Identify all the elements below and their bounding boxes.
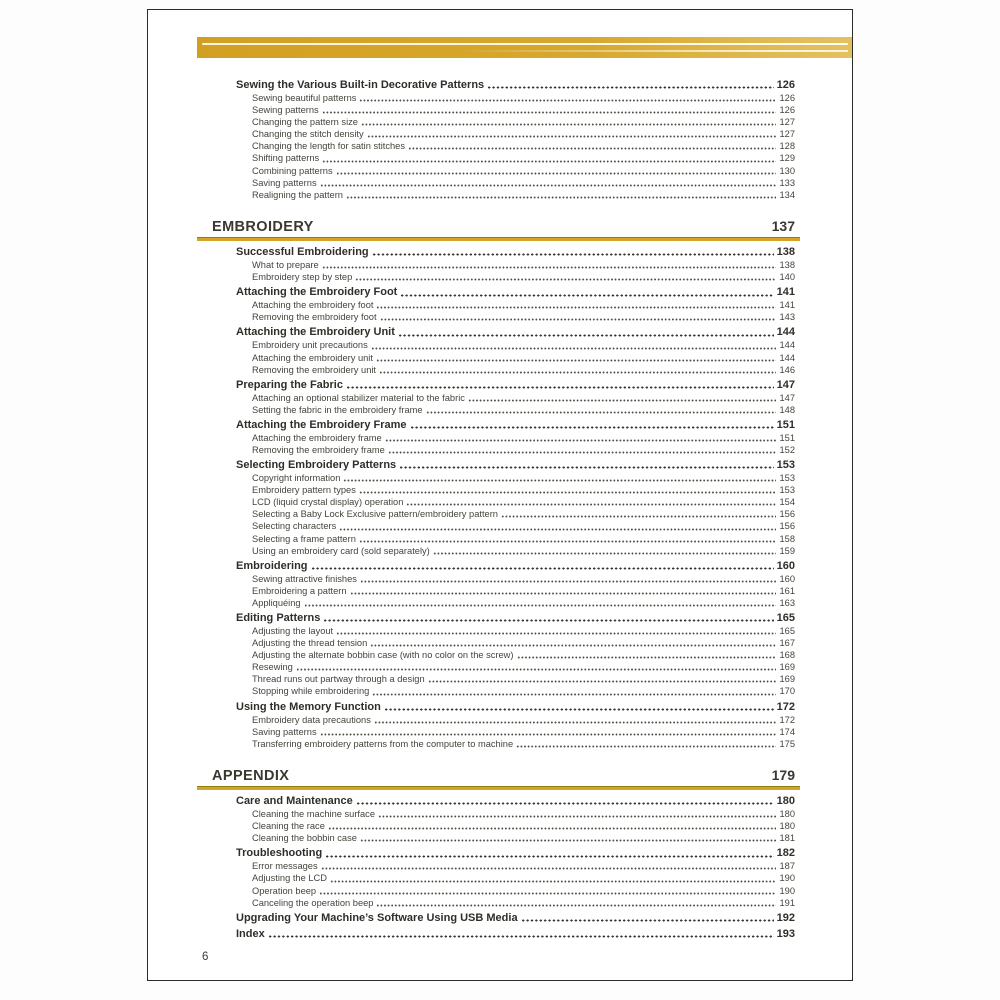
toc-entry-page: 156 bbox=[779, 521, 795, 532]
toc-entry-label: Care and Maintenance bbox=[236, 795, 353, 808]
toc-entry-label: Transferring embroidery patterns from the computer to machine bbox=[252, 738, 514, 749]
toc-entry-page: 128 bbox=[779, 141, 795, 152]
toc-entry-page: 138 bbox=[776, 246, 795, 259]
toc-entry-page: 141 bbox=[776, 286, 795, 299]
toc-entry-page: 193 bbox=[776, 927, 795, 940]
toc-entry-page: 129 bbox=[779, 153, 795, 164]
toc-sub-entry bbox=[236, 545, 795, 557]
toc-entry-label: Troubleshooting bbox=[236, 847, 323, 860]
toc-sub-entry bbox=[236, 165, 795, 177]
toc-entry-page: 192 bbox=[776, 911, 795, 924]
toc-entry-label: Using an embroidery card (sold separately) bbox=[252, 545, 430, 556]
dot-leader bbox=[376, 358, 777, 362]
dot-leader bbox=[356, 802, 774, 806]
dot-leader bbox=[328, 826, 777, 830]
toc-entry-page: 190 bbox=[779, 885, 795, 896]
toc-sub-entry bbox=[236, 808, 795, 820]
toc-entry-label: Attaching the Embroidery Frame bbox=[236, 418, 407, 431]
toc-entry-page: 143 bbox=[779, 312, 795, 323]
toc-entry-page: 168 bbox=[779, 650, 795, 661]
dot-leader bbox=[355, 277, 776, 281]
dot-leader bbox=[311, 566, 774, 570]
toc-sub-entry bbox=[236, 189, 795, 201]
section-title: EMBROIDERY bbox=[212, 218, 314, 235]
toc-entry-label: Editing Patterns bbox=[236, 612, 321, 624]
dot-leader bbox=[322, 159, 776, 163]
toc-sub-entry bbox=[236, 352, 795, 364]
toc-entry-page: 190 bbox=[779, 873, 795, 884]
toc-sub-entry bbox=[236, 533, 795, 545]
footer-page-number: 6 bbox=[202, 951, 209, 963]
toc-entry-page: 147 bbox=[776, 378, 795, 391]
toc-entry-label: What to prepare bbox=[252, 260, 319, 271]
dot-leader bbox=[433, 551, 777, 555]
toc-entry-label: Realigning the pattern bbox=[252, 189, 343, 200]
page-frame bbox=[147, 9, 853, 981]
toc-entry-label: Embroidering bbox=[236, 559, 308, 572]
toc-entry-page: 154 bbox=[779, 497, 795, 508]
dot-leader bbox=[343, 478, 776, 482]
toc-sub-entry bbox=[236, 177, 795, 189]
toc-entry bbox=[236, 927, 795, 941]
toc-entry-label: Sewing patterns bbox=[252, 105, 319, 116]
toc-entry-page: 160 bbox=[776, 559, 795, 572]
toc-entry-label: Preparing the Fabric bbox=[236, 378, 343, 391]
dot-leader bbox=[487, 86, 773, 90]
toc-entry-label: Adjusting the thread tension bbox=[252, 638, 368, 649]
dot-leader bbox=[346, 195, 777, 199]
toc-entry-label: Selecting a Baby Lock Exclusive pattern/embroidery pattern bbox=[252, 509, 498, 520]
toc-entry-page: 167 bbox=[779, 638, 795, 649]
toc-sub-entry bbox=[236, 339, 795, 351]
toc-entry-label: Saving patterns bbox=[252, 177, 317, 188]
toc-entry-page: 172 bbox=[776, 700, 795, 713]
section-page-number: 137 bbox=[771, 217, 795, 234]
toc-entry-page: 169 bbox=[779, 662, 795, 673]
dot-leader bbox=[374, 720, 777, 724]
toc-entry-label: Sewing the Various Built-in Decorative Patterns bbox=[236, 79, 485, 91]
dot-leader bbox=[319, 891, 776, 895]
toc-entry-label: Selecting Embroidery Patterns bbox=[236, 459, 397, 472]
dot-leader bbox=[398, 333, 774, 337]
toc-entry-page: 180 bbox=[779, 821, 795, 832]
toc-entry-page: 134 bbox=[779, 189, 795, 200]
toc-entry-label: Selecting characters bbox=[252, 521, 337, 532]
dot-leader bbox=[320, 732, 777, 736]
toc-sub-entry bbox=[236, 472, 795, 484]
toc-entry-label: Attaching the embroidery foot bbox=[252, 300, 374, 311]
dot-leader bbox=[399, 466, 773, 470]
dot-leader bbox=[468, 398, 777, 402]
toc-entry-page: 160 bbox=[779, 573, 795, 584]
toc-sub-entry bbox=[236, 872, 795, 884]
dot-leader bbox=[372, 692, 776, 696]
dot-leader bbox=[346, 385, 774, 389]
toc-entry-label: Changing the length for satin stitches bbox=[252, 141, 405, 152]
toc-entry-page: 181 bbox=[779, 833, 795, 844]
dot-leader bbox=[360, 838, 777, 842]
dot-leader bbox=[521, 918, 774, 922]
section-header-row bbox=[212, 768, 795, 783]
toc-entry-page: 161 bbox=[779, 585, 795, 596]
toc-sub-entry bbox=[236, 496, 795, 508]
dot-leader bbox=[385, 438, 777, 442]
toc-sub-entry bbox=[236, 832, 795, 844]
toc-entry-page: 141 bbox=[779, 300, 795, 311]
toc-sub-entry bbox=[236, 520, 795, 532]
toc-entry-label: LCD (liquid crystal display) operation bbox=[252, 497, 404, 508]
toc-entry-page: 151 bbox=[779, 432, 795, 443]
toc-entry-label: Attaching the embroidery unit bbox=[252, 352, 373, 363]
section-header-row bbox=[212, 219, 795, 234]
dot-leader bbox=[361, 122, 777, 126]
toc-sub-entry bbox=[236, 573, 795, 585]
toc-entry-page: 152 bbox=[779, 444, 795, 455]
dot-leader bbox=[325, 854, 773, 858]
toc-sub-entry bbox=[236, 140, 795, 152]
toc-sub-entry bbox=[236, 649, 795, 661]
toc-sub-entry bbox=[236, 444, 795, 456]
toc-entry-label: Canceling the operation beep bbox=[252, 897, 374, 908]
dot-leader bbox=[304, 603, 777, 607]
dot-leader bbox=[517, 655, 777, 659]
toc-entry-page: 144 bbox=[776, 326, 795, 339]
toc-entry-label: Thread runs out partway through a design bbox=[252, 674, 425, 685]
toc-entry-label: Embroidery data precautions bbox=[252, 714, 371, 725]
toc-entry-page: 158 bbox=[779, 533, 795, 544]
dot-leader bbox=[330, 879, 777, 883]
dot-leader bbox=[426, 410, 777, 414]
toc-entry-label: Embroidery unit precautions bbox=[252, 340, 368, 351]
toc-entry-label: Attaching an optional stabilizer material to the fabric bbox=[252, 392, 465, 403]
table-of-contents bbox=[212, 76, 795, 941]
toc-section bbox=[212, 766, 795, 941]
toc-entry bbox=[236, 418, 795, 432]
toc-entry-label: Removing the embroidery unit bbox=[252, 364, 377, 375]
top-accent-bar bbox=[197, 37, 852, 58]
toc-entry-label: Adjusting the layout bbox=[252, 626, 334, 636]
toc-entry-label: Adjusting the LCD bbox=[252, 873, 327, 884]
toc-entry bbox=[236, 794, 795, 808]
dot-leader bbox=[359, 539, 777, 543]
toc-entry-page: 127 bbox=[779, 117, 795, 128]
toc-entry-page: 144 bbox=[779, 352, 795, 363]
toc-entry bbox=[236, 325, 795, 339]
toc-entry-page: 182 bbox=[776, 847, 795, 860]
toc-entry-page: 153 bbox=[776, 459, 795, 472]
section-page-number: 179 bbox=[771, 766, 795, 783]
toc-entry-label: Saving patterns bbox=[252, 726, 317, 737]
dot-leader bbox=[322, 265, 777, 269]
toc-entry-page: 151 bbox=[776, 418, 795, 431]
toc-entry-label: Removing the embroidery foot bbox=[252, 312, 377, 323]
dot-leader bbox=[321, 866, 777, 870]
toc-sub-entry bbox=[236, 597, 795, 609]
toc-entry-label: Changing the pattern size bbox=[252, 117, 358, 128]
toc-entry-label: Sewing attractive finishes bbox=[252, 573, 357, 584]
section-title: APPENDIX bbox=[212, 767, 290, 784]
toc-section bbox=[236, 78, 795, 201]
toc-entry-label: Attaching the Embroidery Unit bbox=[236, 326, 395, 339]
toc-sub-entry bbox=[236, 661, 795, 673]
dot-leader bbox=[323, 619, 773, 623]
toc-entry-label: Shifting patterns bbox=[252, 153, 320, 164]
toc-entry-label: Cleaning the machine surface bbox=[252, 809, 375, 820]
dot-leader bbox=[384, 707, 774, 711]
toc-entry bbox=[236, 285, 795, 299]
dot-leader bbox=[336, 631, 776, 635]
toc-sub-entry bbox=[236, 508, 795, 520]
toc-entry-page: 133 bbox=[779, 177, 795, 188]
toc-sub-entry bbox=[236, 820, 795, 832]
toc-entry-page: 165 bbox=[779, 626, 795, 636]
toc-entry bbox=[236, 559, 795, 573]
toc-sub-entry bbox=[236, 432, 795, 444]
dot-leader bbox=[371, 346, 777, 350]
dot-leader bbox=[376, 305, 776, 309]
toc-sub-entry bbox=[236, 685, 795, 697]
toc-sub-entry bbox=[236, 726, 795, 738]
toc-entry bbox=[236, 378, 795, 392]
toc-entry bbox=[236, 245, 795, 259]
toc-sub-entry bbox=[236, 152, 795, 164]
dot-leader bbox=[410, 425, 774, 429]
toc-entry-label: Error messages bbox=[252, 861, 318, 872]
toc-entry-label: Adjusting the alternate bobbin case (with no color on the screw) bbox=[252, 650, 514, 661]
dot-leader bbox=[320, 183, 777, 187]
dot-leader bbox=[322, 110, 777, 114]
dot-leader bbox=[379, 370, 776, 374]
dot-leader bbox=[388, 450, 777, 454]
toc-entry-page: 130 bbox=[779, 165, 795, 176]
toc-entry-label: Cleaning the bobbin case bbox=[252, 833, 357, 844]
toc-sub-entry bbox=[236, 392, 795, 404]
toc-entry-page: 147 bbox=[779, 392, 795, 403]
toc-entry-label: Successful Embroidering bbox=[236, 246, 369, 259]
toc-entry-page: 126 bbox=[776, 79, 795, 91]
toc-entry bbox=[236, 611, 795, 625]
toc-entry bbox=[236, 78, 795, 92]
section-rule bbox=[197, 237, 800, 241]
toc-entry-label: Cleaning the race bbox=[252, 821, 325, 832]
toc-sub-entry bbox=[236, 271, 795, 283]
dot-leader bbox=[367, 134, 777, 138]
toc-entry-label: Selecting a frame pattern bbox=[252, 533, 356, 544]
toc-entry-label: Changing the stitch density bbox=[252, 129, 364, 140]
toc-entry-page: 126 bbox=[779, 105, 795, 116]
toc-sub-entry bbox=[236, 738, 795, 750]
toc-entry-label: Removing the embroidery frame bbox=[252, 444, 385, 455]
toc-entry-page: 159 bbox=[779, 545, 795, 556]
toc-entry-label: Combining patterns bbox=[252, 165, 333, 176]
toc-entry-label: Copyright information bbox=[252, 473, 341, 484]
toc-entry-label: Attaching the Embroidery Foot bbox=[236, 286, 398, 299]
toc-sub-entry bbox=[236, 714, 795, 726]
dot-leader bbox=[501, 514, 777, 518]
dot-leader bbox=[380, 317, 777, 321]
toc-entry-label: Embroidering a pattern bbox=[252, 585, 347, 596]
toc-entry-label: Index bbox=[236, 927, 265, 940]
toc-sub-entry bbox=[236, 885, 795, 897]
toc-entry-label: Embroidery step by step bbox=[252, 272, 353, 283]
toc-entry-page: 169 bbox=[779, 674, 795, 685]
dot-leader bbox=[516, 744, 776, 748]
toc-entry-label: Appliquéing bbox=[252, 597, 301, 608]
dot-leader bbox=[359, 98, 776, 102]
toc-sub-entry bbox=[236, 673, 795, 685]
toc-entry bbox=[236, 911, 795, 925]
toc-entry-label: Setting the fabric in the embroidery frame bbox=[252, 404, 423, 415]
dot-leader bbox=[339, 527, 776, 531]
toc-sub-entry bbox=[236, 625, 795, 637]
toc-entry-page: 156 bbox=[779, 509, 795, 520]
toc-sub-entry bbox=[236, 259, 795, 271]
toc-entry bbox=[236, 458, 795, 472]
toc-sub-entry bbox=[236, 860, 795, 872]
dot-leader bbox=[336, 171, 777, 175]
dot-leader bbox=[359, 490, 777, 494]
toc-entry-page: 146 bbox=[779, 364, 795, 375]
toc-entry-page: 191 bbox=[779, 897, 795, 908]
toc-entry-label: Stopping while embroidering bbox=[252, 686, 370, 697]
toc-entry-page: 163 bbox=[779, 597, 795, 608]
toc-entry-label: Sewing beautiful patterns bbox=[252, 93, 357, 103]
toc-sub-entry bbox=[236, 116, 795, 128]
toc-entry-label: Attaching the embroidery frame bbox=[252, 432, 382, 443]
dot-leader bbox=[378, 814, 776, 818]
toc-sub-entry bbox=[236, 299, 795, 311]
toc-entry-page: 172 bbox=[779, 714, 795, 725]
toc-sub-entry bbox=[236, 92, 795, 104]
toc-sub-entry bbox=[236, 585, 795, 597]
toc-entry-page: 170 bbox=[779, 686, 795, 697]
dot-leader bbox=[406, 502, 776, 506]
toc-sub-entry bbox=[236, 311, 795, 323]
dot-leader bbox=[350, 591, 777, 595]
toc-entry bbox=[236, 700, 795, 714]
toc-entry-label: Operation beep bbox=[252, 885, 317, 896]
dot-leader bbox=[360, 579, 777, 583]
toc-entry-label: Resewing bbox=[252, 662, 293, 673]
toc-sub-entry bbox=[236, 637, 795, 649]
section-rule bbox=[197, 786, 800, 790]
toc-sub-entry bbox=[236, 104, 795, 116]
toc-sub-entry bbox=[236, 897, 795, 909]
toc-sub-entry bbox=[236, 404, 795, 416]
toc-sub-entry bbox=[236, 364, 795, 376]
toc-entry-page: 126 bbox=[779, 93, 795, 103]
toc-entry-page: 175 bbox=[779, 738, 795, 749]
toc-sub-entry bbox=[236, 128, 795, 140]
toc-entry-page: 127 bbox=[779, 129, 795, 140]
dot-leader bbox=[296, 667, 777, 671]
toc-sub-entry bbox=[236, 484, 795, 496]
toc-entry-label: Using the Memory Function bbox=[236, 700, 381, 713]
toc-entry-page: 144 bbox=[779, 340, 795, 351]
toc-entry-page: 153 bbox=[779, 485, 795, 496]
toc-entry-page: 148 bbox=[779, 404, 795, 415]
toc-entry-label: Embroidery pattern types bbox=[252, 485, 356, 496]
toc-entry-page: 174 bbox=[779, 726, 795, 737]
toc-entry-page: 180 bbox=[776, 795, 795, 808]
toc-entry bbox=[236, 846, 795, 860]
toc-entry-page: 153 bbox=[779, 473, 795, 484]
toc-entry-page: 140 bbox=[779, 272, 795, 283]
toc-section bbox=[212, 217, 795, 750]
dot-leader bbox=[400, 293, 773, 297]
dot-leader bbox=[408, 146, 777, 150]
toc-entry-page: 187 bbox=[779, 861, 795, 872]
dot-leader bbox=[370, 643, 776, 647]
toc-entry-page: 138 bbox=[779, 260, 795, 271]
toc-entry-page: 180 bbox=[779, 809, 795, 820]
toc-entry-page: 165 bbox=[776, 612, 795, 624]
dot-leader bbox=[376, 903, 776, 907]
dot-leader bbox=[372, 253, 774, 257]
dot-leader bbox=[268, 934, 774, 938]
dot-leader bbox=[428, 679, 777, 683]
toc-entry-label: Upgrading Your Machine’s Software Using USB Media bbox=[236, 911, 518, 924]
